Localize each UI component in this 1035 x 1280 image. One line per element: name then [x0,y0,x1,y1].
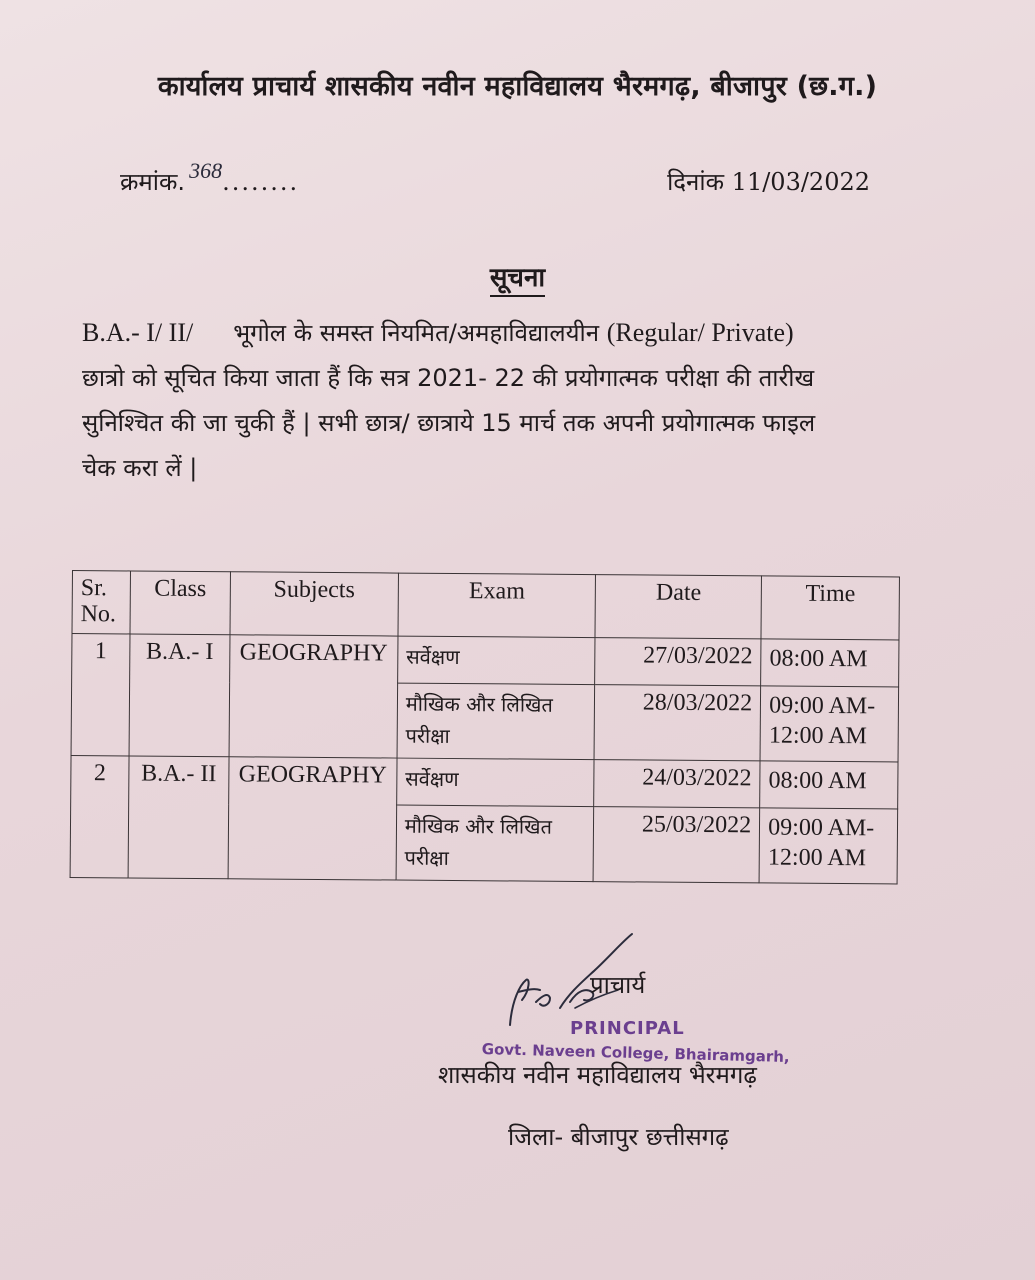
stamp-college-name: Govt. Naveen College, Bhairamgarh, [481,1040,790,1067]
notice-line-4: चेक करा लें | [82,454,198,482]
notice-heading: सूचना [0,258,1035,294]
exam-schedule-table [70,570,900,884]
notice-line-1 [82,310,912,356]
date-label: दिनांक [667,168,725,196]
office-title: कार्यालय प्राचार्य शासकीय नवीन महाविद्यालय भैरमगढ़, बीजापुर (छ.ग.) [157,71,878,102]
reference-row [120,158,870,198]
cell-class: B.A.- II [128,756,229,879]
notice-line1-latin: (Regular/ Private) [606,318,794,347]
notice-body [82,310,912,491]
cell-sr: 2 [70,755,129,877]
cell-time: 08:00 AM [761,639,899,687]
cell-date: 24/03/2022 [594,760,760,808]
header-sr-no: Sr. No. [72,571,130,634]
notice-line-2: छात्रो को सूचित किया जाता हैं कि सत्र 2021- 22 की प्रयोगात्मक परीक्षा की तारीख [82,364,815,392]
cell-exam: सर्वेक्षण [397,636,595,685]
signature-block [430,930,850,1160]
cell-date: 25/03/2022 [593,807,759,883]
principal-title-hindi: प्राचार्य [590,971,646,999]
cell-exam: मौखिक और लिखित परीक्षा [396,805,594,882]
header-exam: Exam [398,573,596,638]
stamp-principal: PRINCIPAL [570,1018,685,1039]
table-header-row [72,571,899,640]
header-subjects: Subjects [230,572,398,636]
cell-exam: सर्वेक्षण [396,758,594,807]
cell-time: 09:00 AM- 12:00 AM [759,808,897,884]
header-date: Date [595,575,761,639]
cell-date: 28/03/2022 [594,685,760,761]
notice-line1-hindi: भूगोल के समस्त नियमित/अमहाविद्यालयीन [233,319,600,347]
reference-dots: ........ [222,168,300,196]
date-block [667,165,870,198]
district-hindi: जिला- बीजापुर छत्तीसगढ़ [508,1123,729,1151]
cell-subject: GEOGRAPHY [228,757,397,880]
reference-number: 368 [189,158,223,183]
cell-date: 27/03/2022 [595,638,761,686]
header-time: Time [761,576,899,640]
cell-sr: 1 [71,634,130,756]
reference-label: क्रमांक. [120,168,186,196]
notice-line-3: सुनिश्चित की जा चुकी हैं | सभी छात्र/ छात्राये 15 मार्च तक अपनी प्रयोगात्मक फाइल [82,409,816,437]
header-class: Class [130,571,230,635]
table-row [71,755,898,808]
date-value: 11/03/2022 [731,168,870,196]
cell-class: B.A.- I [129,634,230,757]
cell-time: 08:00 AM [760,761,898,809]
table-row [72,634,899,687]
cell-exam: मौखिक और लिखित परीक्षा [397,683,595,760]
college-name-hindi: शासकीय नवीन महाविद्यालय भैरमगढ़ [438,1061,757,1089]
notice-prefix: B.A.- I/ II/ [82,318,194,347]
cell-subject: GEOGRAPHY [229,635,398,758]
cell-time: 09:00 AM- 12:00 AM [760,686,898,762]
